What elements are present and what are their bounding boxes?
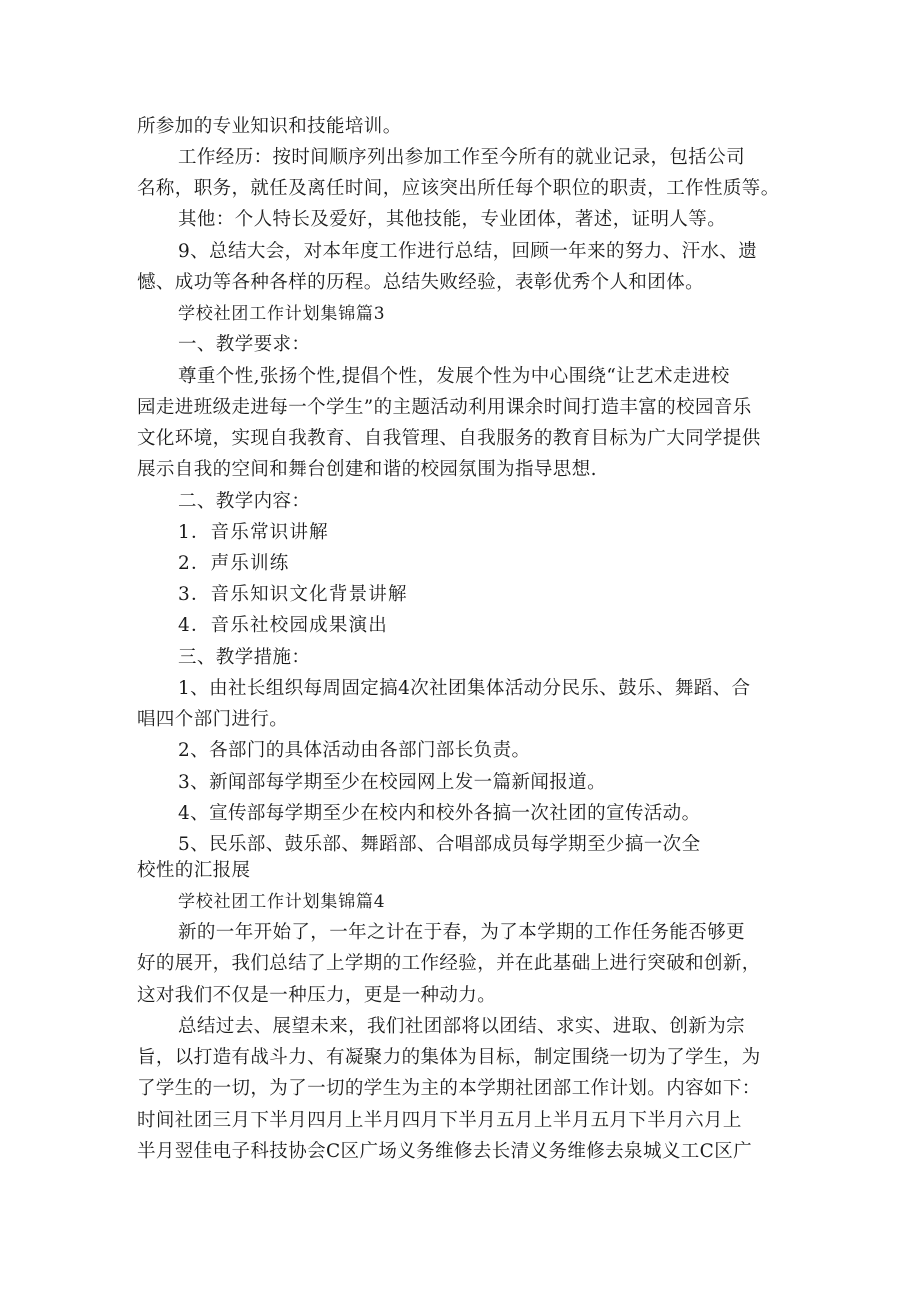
text-line: 4、宣传部每学期至少在校内和校外各搞一次社团的宣传活动。 bbox=[178, 803, 701, 824]
section-heading: 学校社团工作计划集锦篇3 bbox=[178, 304, 386, 324]
text-line: 园走进班级走进每一个学生”的主题活动利用课余时间打造丰富的校园音乐 bbox=[137, 397, 752, 418]
text-line: 2、各部门的具体活动由各部门部长负责。 bbox=[178, 740, 531, 761]
text-line: 这对我们不仅是一种压力，更是一种动力。 bbox=[137, 985, 497, 1006]
text-line: 了学生的一切，为了一切的学生为主的本学期社团部工作计划。内容如下： bbox=[137, 1078, 761, 1099]
text-line: 所参加的专业知识和技能培训。 bbox=[137, 116, 402, 137]
text-line: 憾、成功等各种各样的历程。总结失败经验，表彰优秀个人和团体。 bbox=[137, 272, 705, 293]
text-line: 5、民乐部、鼓乐部、舞蹈部、合唱部成员每学期至少搞一次全 bbox=[178, 834, 701, 855]
text-line: 旨，以打造有战斗力、有凝聚力的集体为目标，制定围绕一切为了学生，为 bbox=[137, 1047, 761, 1068]
text-line: 半月翌佳电子科技协会C区广场义务维修去长清义务维修去泉城义工C区广 bbox=[137, 1141, 753, 1162]
list-item: 4．音乐社校园成果演出 bbox=[178, 615, 388, 636]
section-heading: 学校社团工作计划集锦篇4 bbox=[178, 892, 386, 912]
subheading: 一、教学要求： bbox=[178, 334, 311, 355]
text-line: 展示自我的空间和舞台创建和谐的校园氛围为指导思想. bbox=[137, 459, 597, 480]
text-line: 好的展开，我们总结了上学期的工作经验，并在此基础上进行突破和创新， bbox=[137, 953, 761, 974]
text-line: 文化环境，实现自我教育、自我管理、自我服务的教育目标为广大同学提供 bbox=[137, 428, 761, 449]
text-line: 其他：个人特长及爱好，其他技能，专业团体，著述，证明人等。 bbox=[178, 209, 727, 230]
text-line: 总结过去、展望未来，我们社团部将以团结、求实、进取、创新为宗 bbox=[178, 1016, 746, 1037]
text-line: 工作经历：按时间顺序列出参加工作至今所有的就业记录，包括公司 bbox=[178, 147, 746, 168]
text-line: 校性的汇报展 bbox=[137, 860, 251, 881]
text-line: 尊重个性,张扬个性,提倡个性，发展个性为中心围绕“让艺术走进校 bbox=[178, 366, 730, 387]
list-item: 1．音乐常识讲解 bbox=[178, 522, 329, 543]
text-line: 3、新闻部每学期至少在校园网上发一篇新闻报道。 bbox=[178, 772, 606, 793]
subheading: 二、教学内容： bbox=[178, 491, 311, 512]
list-item: 3．音乐知识文化背景讲解 bbox=[178, 584, 408, 605]
text-line: 新的一年开始了，一年之计在于春，为了本学期的工作任务能否够更 bbox=[178, 922, 746, 943]
text-line: 1、由社长组织每周固定搞4次社团集体活动分民乐、鼓乐、舞蹈、合 bbox=[178, 678, 751, 699]
subheading: 三、教学措施： bbox=[178, 647, 311, 668]
text-line: 9、总结大会，对本年度工作进行总结，回顾一年来的努力、汗水、遗 bbox=[178, 241, 758, 262]
text-line: 唱四个部门进行。 bbox=[137, 709, 289, 730]
list-item: 2．声乐训练 bbox=[178, 553, 290, 574]
text-line: 名称，职务，就任及离任时间，应该突出所任每个职位的职责，工作性质等。 bbox=[137, 178, 780, 199]
text-line: 时间社团三月下半月四月上半月四月下半月五月上半月五月下半月六月上 bbox=[137, 1110, 742, 1131]
